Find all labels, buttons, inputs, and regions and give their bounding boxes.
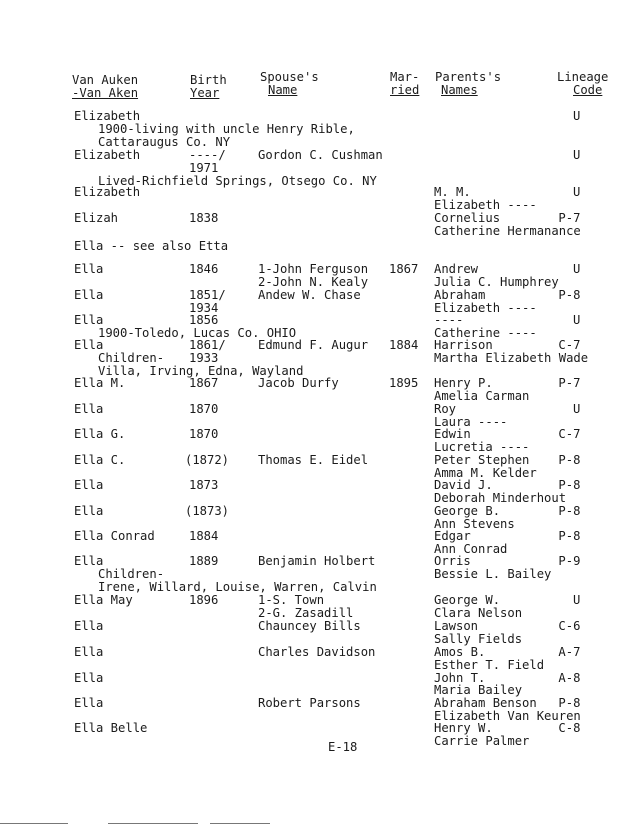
row-name: Ella — [74, 338, 104, 352]
row-name: Elizabeth — [74, 109, 141, 123]
header-parents-top: Parents's — [435, 70, 502, 84]
row-code: P-8 — [558, 696, 581, 710]
row-name: Ella — [74, 504, 104, 518]
row-code: U — [573, 185, 581, 199]
header-spouse-bottom: Name — [268, 83, 298, 97]
row-parents: Henry W. — [434, 721, 493, 735]
row-note: Lived-Richfield Springs, Otsego Co. NY — [98, 174, 377, 188]
row-spouse: 2-G. Zasadill — [258, 606, 354, 620]
header-married-top: Mar- — [390, 70, 420, 84]
row-year: 1867 — [189, 376, 219, 390]
row-spouse: Gordon C. Cushman — [258, 148, 383, 162]
row-spouse: 1-S. Town — [258, 593, 325, 607]
row-name: Ella — [74, 478, 104, 492]
row-name: Ella Belle — [74, 721, 148, 735]
row-code: A-8 — [558, 671, 581, 685]
row-married: 1884 — [389, 338, 419, 352]
row-parents: Carrie Palmer — [434, 734, 530, 748]
row-parents: Edgar — [434, 529, 471, 543]
header-birth-top: Birth — [190, 73, 227, 87]
row-year: (1872) — [185, 453, 230, 467]
row-parents: George W. — [434, 593, 501, 607]
row-year: 1971 — [189, 161, 219, 175]
row-parents: Julia C. Humphrey — [434, 275, 559, 289]
row-parents: Elizabeth Van Keuren — [434, 709, 581, 723]
row-parents: Cornelius — [434, 211, 501, 225]
row-name: Elizah — [74, 211, 119, 225]
row-code: U — [573, 402, 581, 416]
row-name: Ella — [74, 671, 104, 685]
row-note: Villa, Irving, Edna, Wayland — [98, 364, 304, 378]
row-code: A-7 — [558, 645, 581, 659]
row-code: P-7 — [558, 376, 581, 390]
row-parents: John T. — [434, 671, 486, 685]
row-code: C-7 — [558, 338, 581, 352]
scan-edge-line — [0, 823, 68, 824]
row-note: Children- — [98, 567, 165, 581]
row-parents: ---- — [434, 313, 464, 327]
row-code: P-8 — [558, 504, 581, 518]
row-parents: Amelia Carman — [434, 389, 530, 403]
row-parents: George B. — [434, 504, 501, 518]
row-code: U — [573, 109, 581, 123]
row-spouse: Robert Parsons — [258, 696, 361, 710]
row-code: P-8 — [558, 288, 581, 302]
row-year: 1889 — [189, 554, 219, 568]
row-code: P-8 — [558, 478, 581, 492]
row-code: U — [573, 593, 581, 607]
row-parents: M. M. — [434, 185, 471, 199]
row-year: 1873 — [189, 478, 219, 492]
row-spouse: Edmund F. Augur — [258, 338, 369, 352]
row-spouse: Benjamin Holbert — [258, 554, 376, 568]
row-parents: Elizabeth ---- — [434, 198, 537, 212]
row-year: 1838 — [189, 211, 219, 225]
row-code: P-8 — [558, 453, 581, 467]
row-parents: Deborah Minderhout — [434, 491, 567, 505]
row-parents: Roy — [434, 402, 457, 416]
row-parents: Harrison — [434, 338, 493, 352]
row-spouse: 1-John Ferguson — [258, 262, 369, 276]
row-code: C-8 — [558, 721, 581, 735]
row-parents: Henry P. — [434, 376, 493, 390]
row-parents: Martha Elizabeth Wade — [434, 351, 589, 365]
row-year: 1851/ — [189, 288, 226, 302]
header-name-bottom: -Van Aken — [72, 86, 139, 100]
row-parents: Abraham — [434, 288, 486, 302]
row-code: U — [573, 148, 581, 162]
row-name: Ella — [74, 696, 104, 710]
row-name: Ella -- see also Etta — [74, 239, 229, 253]
row-year: ----/ — [189, 148, 226, 162]
row-year: 1934 — [189, 301, 219, 315]
row-year: 1870 — [189, 427, 219, 441]
row-name: Ella Conrad — [74, 529, 155, 543]
row-parents: Lawson — [434, 619, 479, 633]
header-lineage-top: Lineage — [557, 70, 609, 84]
row-code: P-7 — [558, 211, 581, 225]
row-parents: Abraham Benson — [434, 696, 537, 710]
row-parents: Edwin — [434, 427, 471, 441]
row-code: C-7 — [558, 427, 581, 441]
row-name: Ella — [74, 402, 104, 416]
row-parents: Sally Fields — [434, 632, 523, 646]
row-note: 1900-Toledo, Lucas Co. OHIO — [98, 326, 297, 340]
row-year: 1846 — [189, 262, 219, 276]
row-name: Ella — [74, 619, 104, 633]
row-year: 1896 — [189, 593, 219, 607]
row-parents: Peter Stephen — [434, 453, 530, 467]
row-year: 1933 — [189, 351, 219, 365]
row-note: Irene, Willard, Louise, Warren, Calvin — [98, 580, 377, 594]
row-name: Ella — [74, 288, 104, 302]
row-spouse: Jacob Durfy — [258, 376, 339, 390]
row-parents: Amos B. — [434, 645, 486, 659]
row-year: 1870 — [189, 402, 219, 416]
row-parents: Maria Bailey — [434, 683, 523, 697]
row-code: U — [573, 313, 581, 327]
row-name: Ella — [74, 645, 104, 659]
row-year: 1884 — [189, 529, 219, 543]
row-code: P-8 — [558, 529, 581, 543]
row-name: Ella — [74, 262, 104, 276]
row-code: C-6 — [558, 619, 581, 633]
row-parents: Ann Conrad — [434, 542, 508, 556]
row-spouse: 2-John N. Kealy — [258, 275, 369, 289]
row-spouse: Charles Davidson — [258, 645, 376, 659]
scan-edge-line — [210, 823, 270, 824]
row-parents: Lucretia ---- — [434, 440, 530, 454]
row-name: Ella — [74, 313, 104, 327]
row-name: Ella May — [74, 593, 133, 607]
row-parents: Orris — [434, 554, 471, 568]
header-married-bottom: ried — [390, 83, 420, 97]
scan-edge-line — [108, 823, 198, 824]
row-name: Ella — [74, 554, 104, 568]
row-name: Ella C. — [74, 453, 126, 467]
row-spouse: Andew W. Chase — [258, 288, 361, 302]
row-note: Children- — [98, 351, 165, 365]
row-parents: Laura ---- — [434, 415, 508, 429]
header-spouse-top: Spouse's — [260, 70, 319, 84]
header-lineage-bottom: Code — [573, 83, 603, 97]
row-name: Ella G. — [74, 427, 126, 441]
header-birth-bottom: Year — [190, 86, 220, 100]
row-parents: Catherine ---- — [434, 326, 537, 340]
row-parents: Catherine Hermanance — [434, 224, 581, 238]
row-name: Ella M. — [74, 376, 126, 390]
row-year: 1856 — [189, 313, 219, 327]
page-number: E-18 — [328, 740, 358, 754]
row-parents: David J. — [434, 478, 493, 492]
row-code: U — [573, 262, 581, 276]
row-spouse: Thomas E. Eidel — [258, 453, 369, 467]
row-spouse: Chauncey Bills — [258, 619, 361, 633]
row-code: P-9 — [558, 554, 581, 568]
row-married: 1867 — [389, 262, 419, 276]
row-parents: Ann Stevens — [434, 517, 515, 531]
row-parents: Esther T. Field — [434, 658, 545, 672]
row-year: 1861/ — [189, 338, 226, 352]
row-year: (1873) — [185, 504, 230, 518]
row-name: Elizabeth — [74, 185, 141, 199]
row-note: Cattaraugus Co. NY — [98, 135, 231, 149]
row-parents: Amma M. Kelder — [434, 466, 537, 480]
row-parents: Clara Nelson — [434, 606, 523, 620]
row-parents: Andrew — [434, 262, 479, 276]
header-name-top: Van Auken — [72, 73, 139, 87]
row-name: Elizabeth — [74, 148, 141, 162]
row-married: 1895 — [389, 376, 419, 390]
header-parents-bottom: Names — [441, 83, 478, 97]
row-note: 1900-living with uncle Henry Rible, — [98, 122, 355, 136]
row-parents: Elizabeth ---- — [434, 301, 537, 315]
row-parents: Bessie L. Bailey — [434, 567, 552, 581]
